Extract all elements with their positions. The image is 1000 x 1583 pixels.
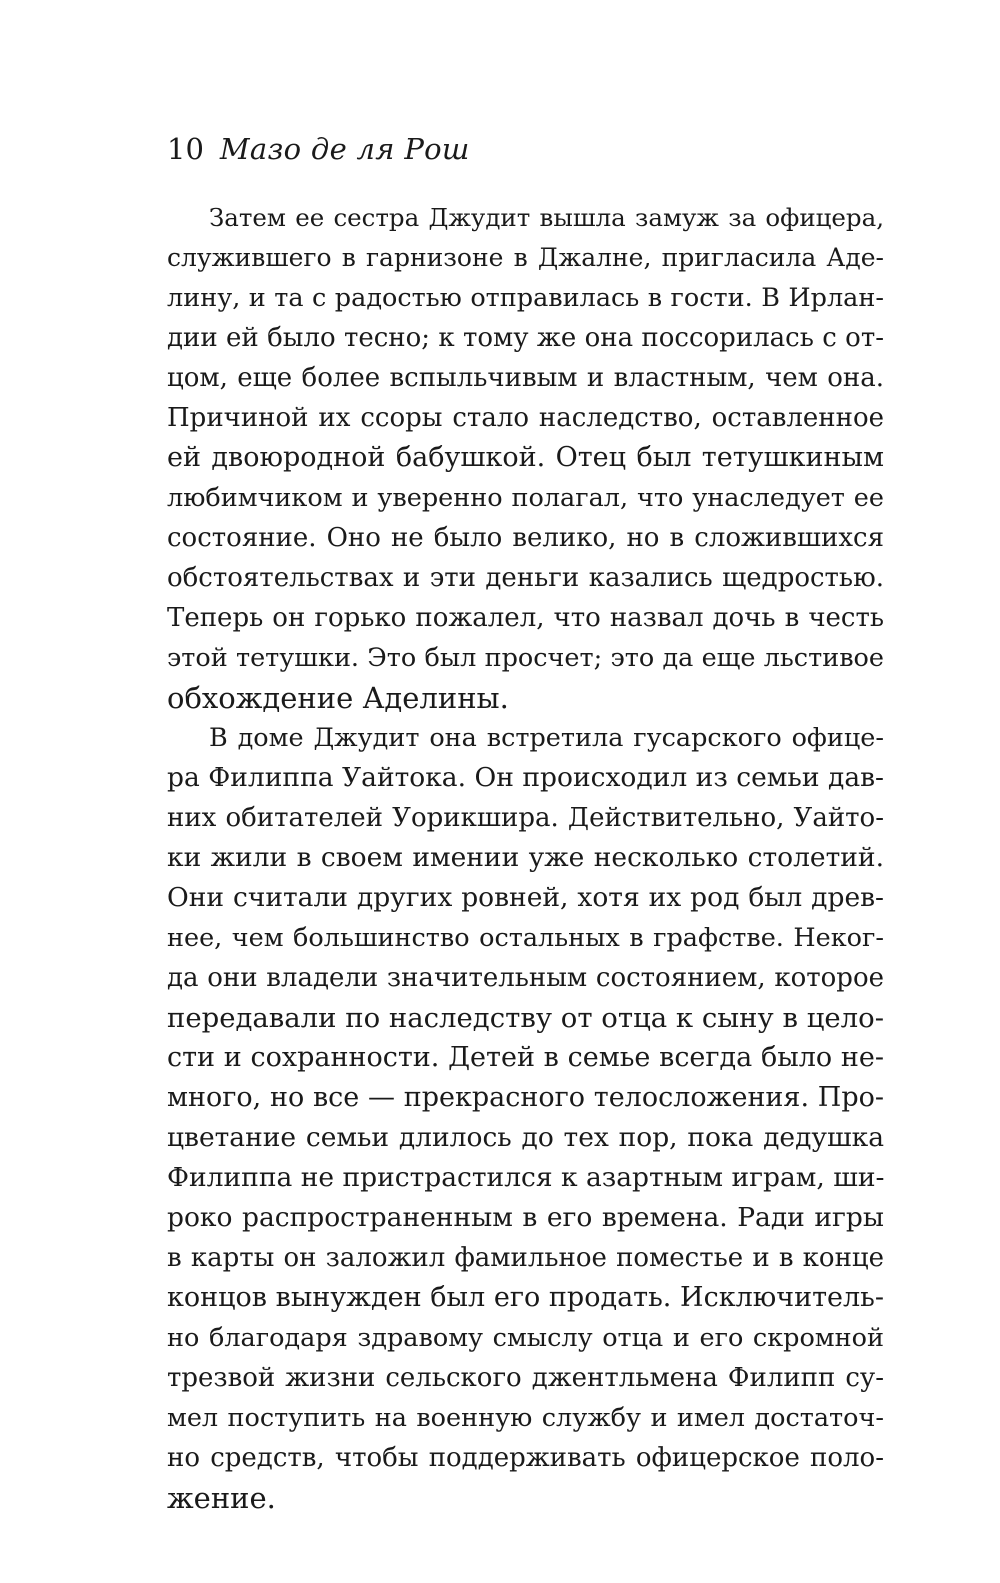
text-line: роко распространенным в его времена. Ради игры (167, 1202, 884, 1233)
text-line: в карты он заложил фамильное поместье и в конце (167, 1243, 884, 1273)
text-line: них обитателей Уорикшира. Действительно, Уайто- (167, 803, 884, 833)
text-line: лину, и та с радостью отправилась в гости. В Ирлан- (167, 283, 884, 313)
paragraph (167, 198, 884, 718)
text-line: Они считали других ровней, хотя их род был древ- (167, 882, 884, 913)
paragraph (167, 718, 884, 1518)
running-title: Мазо де ля Рош (219, 132, 470, 166)
text-line: цветание семьи длилось до тех пор, пока дедушка (167, 1122, 884, 1153)
text-line: нее, чем большинство остальных в графстве. Неког- (167, 923, 884, 953)
text-line: ей двоюродной бабушкой. Отец был тетушкиным (167, 442, 884, 473)
text-line: Причиной их ссоры стало наследство, оставленное (167, 403, 884, 433)
text-line: Затем ее сестра Джудит вышла замуж за офицера, (209, 203, 884, 232)
text-line: цом, еще более вспыльчивым и властным, чем она. (167, 363, 884, 393)
text-line: но благодаря здравому смыслу отца и его скромной (167, 1323, 884, 1353)
text-line: сти и сохранности. Детей в семье всегда было не- (167, 1042, 884, 1073)
page-number: 10 (167, 132, 204, 166)
text-line: дии ей было тесно; к тому же она поссорилась с от- (167, 323, 884, 353)
running-head (167, 132, 470, 166)
text-line: да они владели значительным состоянием, которое (167, 963, 884, 993)
text-line: В доме Джудит она встретила гусарского офице- (209, 723, 884, 753)
text-line: ки жили в своем имении уже несколько столетий. (167, 842, 884, 873)
text-line: этой тетушки. Это был просчет; это да еще льстивое (167, 643, 884, 673)
text-line: много, но все — прекрасного телосложения. Про- (167, 1082, 884, 1113)
text-line: состояние. Оно не было велико, но в сложившихся (167, 523, 884, 553)
text-line: передавали по наследству от отца к сыну в цело- (167, 1002, 884, 1034)
text-line: жение. (167, 1481, 276, 1515)
text-line: служившего в гарнизоне в Джалне, пригласила Аде- (167, 243, 884, 272)
text-line: но средств, чтобы поддерживать офицерское поло- (167, 1443, 884, 1473)
text-line: мел поступить на военную службу и имел достаточ- (167, 1403, 884, 1433)
body-text (167, 198, 884, 1518)
text-line: ра Филиппа Уайтока. Он происходил из семьи дав- (167, 762, 884, 793)
text-line: обхождение Аделины. (167, 681, 509, 715)
text-line: концов вынужден был его продать. Исключитель- (167, 1282, 884, 1313)
text-line: любимчиком и уверенно полагал, что унаследует ее (167, 483, 884, 513)
text-line: обстоятельствах и эти деньги казались щедростью. (167, 563, 884, 593)
text-line: Филиппа не пристрастился к азартным играм, ши- (167, 1162, 885, 1193)
text-line: Теперь он горько пожалел, что назвал дочь в честь (167, 603, 884, 633)
text-line: трезвой жизни сельского джентльмена Филипп су- (167, 1363, 884, 1393)
